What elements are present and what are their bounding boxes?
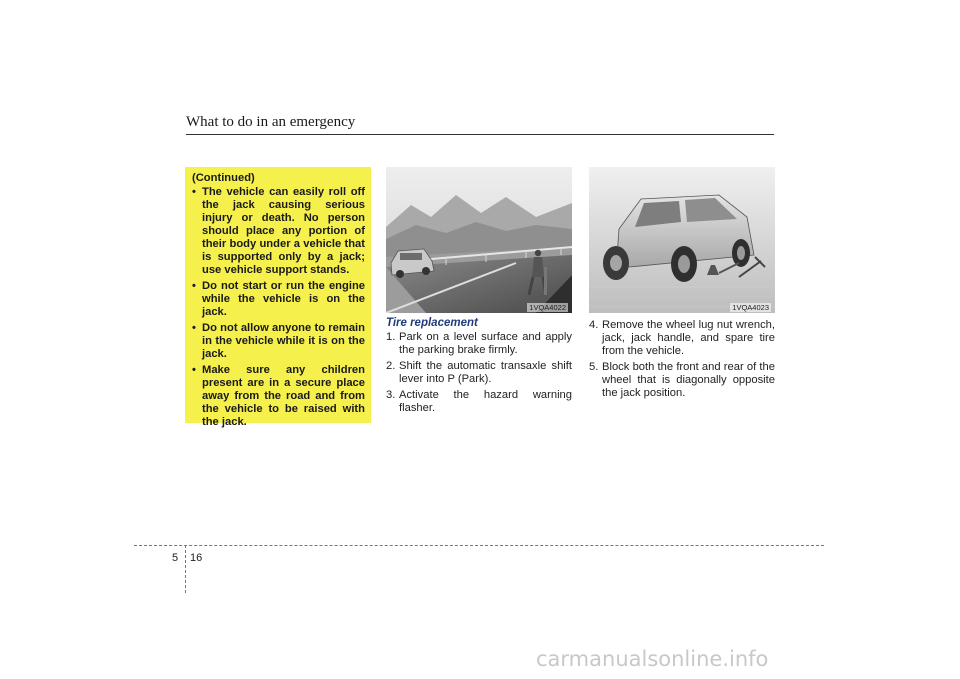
steps-list [386, 331, 572, 415]
warning-item: • Do not start or run the engine while the vehicle is on the jack. [192, 280, 365, 318]
warning-item: • Make sure any children present are in a secure place away from the road and from the vehicle to be raised with the jack. [192, 364, 365, 428]
header-rule [186, 134, 774, 135]
spare-tire-icon [603, 246, 629, 280]
figure-code: 1VQA4022 [529, 303, 566, 312]
step-item: 1. Park on a level surface and apply the parking brake firmly. [386, 331, 572, 356]
vehicle-tools-illustration [589, 167, 775, 313]
step-item: 2. Shift the automatic transaxle shift lever into P (Park). [386, 360, 572, 385]
roadside-illustration [386, 167, 572, 313]
warning-continued-label: (Continued) [192, 172, 255, 184]
warning-item: • The vehicle can easily roll off the jack causing serious injury or death. No person should place any portion of their body under a vehicle that is supported only by a jack; use vehicle support stands. [192, 186, 365, 276]
step-item: 3. Activate the hazard warning flasher. [386, 389, 572, 414]
step-item: 5. Block both the front and rear of the wheel that is diagonally opposite the jack position. [589, 361, 775, 399]
tire-replacement-column-right [589, 319, 775, 403]
steps-list [589, 319, 775, 400]
vehicle-tools-image [589, 167, 775, 313]
step-item: 4. Remove the wheel lug nut wrench, jack, jack handle, and spare tire from the vehicle. [589, 319, 775, 357]
roadside-scene-image [386, 167, 572, 313]
tire-replacement-column-left [386, 317, 572, 418]
warning-list [192, 186, 365, 429]
warning-box [185, 167, 371, 428]
footer-rule [134, 545, 824, 546]
page-number: 16 [190, 552, 203, 564]
warning-item: • Do not allow anyone to remain in the vehicle while it is on the jack. [192, 322, 365, 360]
bullet-icon: • [192, 280, 196, 292]
figure-code: 1VQA4023 [732, 303, 769, 312]
page-header-title: What to do in an emergency [186, 114, 356, 130]
bullet-icon: • [192, 364, 196, 376]
watermark: carmanualsonline.info [536, 647, 769, 671]
section-number: 5 [172, 552, 179, 564]
bullet-icon: • [192, 186, 196, 198]
bullet-icon: • [192, 322, 196, 334]
section-heading: Tire replacement [386, 317, 478, 329]
footer-divider [185, 545, 186, 593]
